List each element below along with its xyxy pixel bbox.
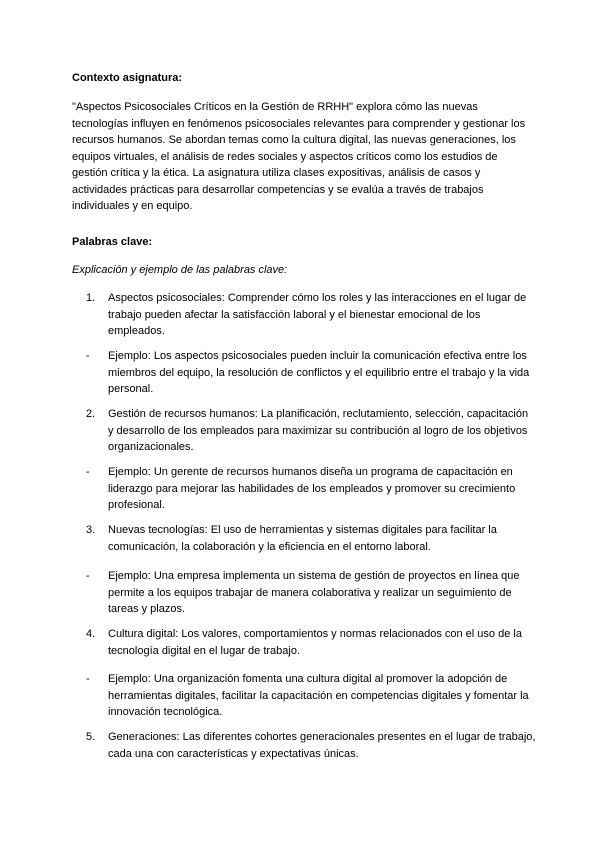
list-item-text: Ejemplo: Una organización fomenta una cultura digital al promover la adopción de herramientas digitales, facilitar la capacitación en competencias digitales y fomentar la innovación tecnológica. (108, 673, 529, 718)
keyword-item-1 (86, 290, 536, 340)
list-marker: 2. (86, 408, 96, 420)
list-item-text: Cultura digital: Los valores, comportamientos y normas relacionados con el uso de la tecnología digital en el lugar de trabajo. (108, 628, 522, 657)
list-marker: 5. (86, 731, 96, 743)
keyword-example-2 (86, 464, 536, 514)
list-marker: 4. (86, 628, 96, 640)
list-item-text: Generaciones: Las diferentes cohortes generacionales presentes en el lugar de trabajo, cada una con características y expectativas únicas. (108, 731, 536, 760)
context-heading: Contexto asignatura: (72, 72, 183, 84)
list-marker: - (86, 466, 90, 478)
keyword-item-3 (86, 522, 536, 555)
list-item-text: Gestión de recursos humanos: La planificación, reclutamiento, selección, capacitación y desarrollo de los empleados para maximizar su contribución al logro de los objetivos organizacionales. (108, 408, 529, 453)
list-marker: 1. (86, 292, 96, 304)
list-item-text: Nuevas tecnologías: El uso de herramientas y sistemas digitales para facilitar la comunicación, la colaboración y la eficiencia en el entorno laboral. (108, 524, 497, 553)
keyword-item-2 (86, 406, 536, 456)
keywords-subtitle: Explicación y ejemplo de las palabras clave: (72, 264, 288, 276)
keywords-heading: Palabras clave: (72, 236, 153, 248)
list-item-text: Ejemplo: Una empresa implementa un sistema de gestión de proyectos en línea que permite a los equipos trabajar de manera colaborativa y realizar un seguimiento de tareas y plazos. (108, 570, 520, 615)
keyword-example-3 (86, 568, 536, 618)
list-marker: - (86, 673, 90, 685)
keyword-example-4 (86, 671, 536, 721)
list-item-text: Aspectos psicosociales: Comprender cómo los roles y las interacciones en el lugar de trabajo pueden afectar la satisfacción laboral y el bienestar emocional de los empleados. (108, 292, 527, 337)
list-marker: - (86, 350, 90, 362)
keyword-item-4 (86, 626, 536, 659)
list-marker: - (86, 570, 90, 582)
list-marker: 3. (86, 524, 96, 536)
keyword-item-5 (86, 729, 536, 762)
keyword-example-1 (86, 348, 536, 398)
context-paragraph: "Aspectos Psicosociales Críticos en la Gestión de RRHH" explora cómo las nuevas tecnologías influyen en fenómenos psicosociales relevantes para comprender y gestionar los recursos humanos. Se abordan temas como la cultura digital, las nuevas generaciones, los equipos virtuales, el análisis de redes sociales y aspectos críticos como los estudios de gestión crítica y la ética. La asignatura utiliza clases expositivas, análisis de casos y actividades prácticas para desarrollar competencias y se evalúa a través de trabajos individuales y en equipo. (72, 101, 526, 212)
list-item-text: Ejemplo: Un gerente de recursos humanos diseña un programa de capacitación en liderazgo para mejorar las habilidades de los empleados y promover su crecimiento profesional. (108, 466, 516, 511)
list-item-text: Ejemplo: Los aspectos psicosociales pueden incluir la comunicación efectiva entre los miembros del equipo, la resolución de conflictos y el equilibrio entre el trabajo y la vida personal. (108, 350, 530, 395)
